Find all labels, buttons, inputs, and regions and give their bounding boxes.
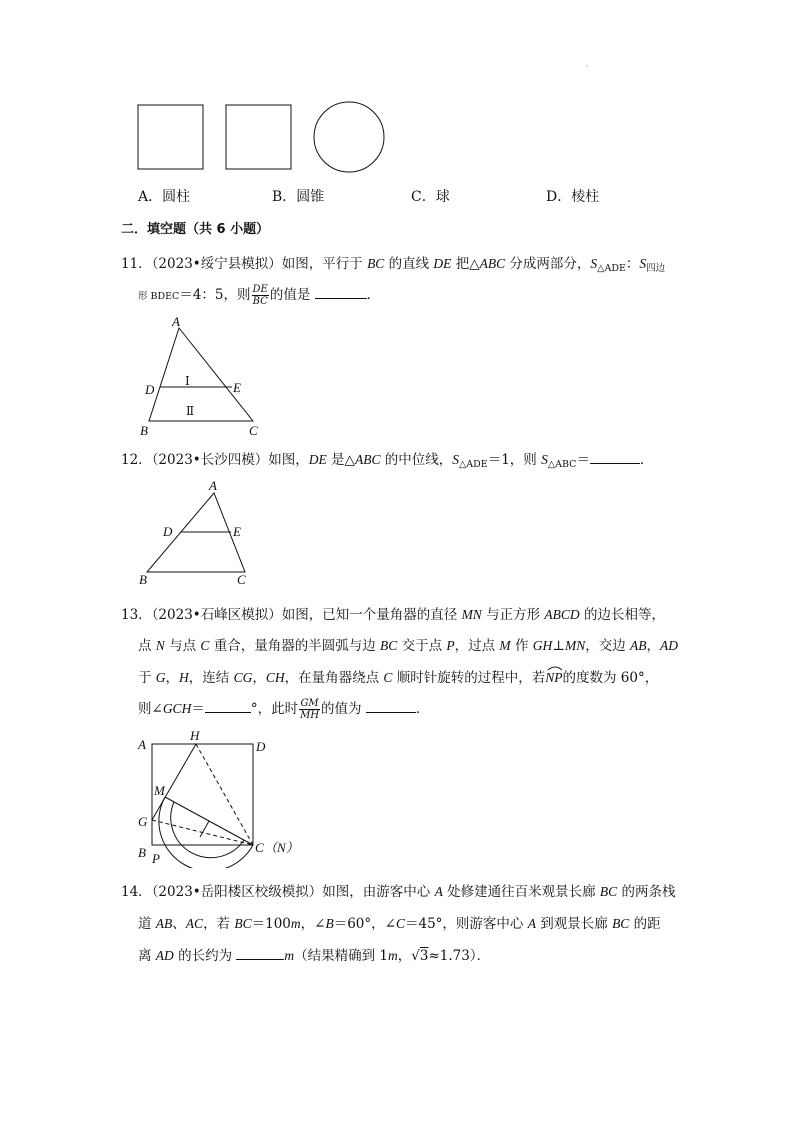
q13-text: 的度数为 60°， [562,670,659,686]
q13-label-n: （N） [264,840,299,855]
q14-number: 14． [121,884,152,900]
q14-text: ＝60°，∠ [333,916,396,932]
q11-text: 的直线 [384,256,434,272]
q11-subscript: 形 BDEC [138,291,180,302]
q14-var: m [290,916,301,931]
q12-number: 12． [121,452,152,468]
q14-text: 离 [138,948,156,964]
q13-var: N [155,638,165,653]
q14-text: ， [397,948,412,964]
q14-var: AD [155,948,174,963]
q12-text: ． [639,452,654,468]
q12-var: ABC [354,452,381,467]
q14-text: （结果精确到 1 [294,948,389,964]
q14-text: 道 [138,916,156,932]
q11-text: 分成两部分， [505,256,591,272]
q13-line-2 [138,634,678,654]
q13-source: （2023•石峰区模拟） [151,607,282,623]
q14-text: ，若 [203,916,235,932]
q13-text: 于 [138,670,156,686]
q14-text: 到观景长廊 [535,916,613,932]
q12-text: 的中位线， [380,452,453,468]
q14-text: 的两条栈 [617,884,676,900]
q14-var: BC [599,884,618,899]
q11-triangle-figure [136,314,276,440]
q14-text: ，∠ [300,916,326,932]
option-b: B．圆锥 [272,189,325,205]
q14-var: A [434,884,443,899]
q12-var: S [452,452,459,467]
q13-label-p: P [152,851,160,866]
q14-text: 如图，由游客中心 [322,884,435,900]
q11-line-1 [121,252,665,274]
q12-var: DE [308,452,327,467]
q13-text: ， [252,670,266,686]
q13-text: ， [646,638,661,654]
q12-text: ＝ [576,452,590,468]
q11-line-2 [138,283,380,307]
q13-ratio-blank[interactable] [366,701,416,713]
q11-text: 如图，平行于 [281,256,368,272]
q14-var: B [325,916,334,931]
q13-line-gh [152,744,196,820]
q11-var: S [590,256,598,271]
q12-label-d: D [163,524,173,539]
q11-label-b: B [140,423,148,438]
q13-protractor-figure [134,726,314,868]
q11-label-e: E [233,380,241,395]
q12-text: 是△ [326,452,355,468]
q13-var: BC [380,638,398,653]
q13-var: M [499,638,511,653]
q13-var: C [200,638,210,653]
q13-text: ＝ [191,701,205,717]
q11-var: S [639,256,647,271]
q13-var: AB [630,638,647,653]
q13-text: ， [165,670,180,686]
q13-var: CG [233,670,253,685]
q13-line-1 [121,603,665,623]
q12-line-1 [121,448,653,470]
q11-label-a: A [172,314,180,329]
q13-text: ． [415,701,430,717]
q13-angle-blank[interactable] [205,701,251,713]
q14-text: 的长约为 [173,948,237,964]
q11-fraction [252,284,269,307]
q13-var: AD [660,638,679,653]
q13-arc-np [545,670,562,685]
q10-shapes-figure [130,98,400,178]
q11-text: ＝4：5，则 [179,287,251,303]
q13-fraction [299,698,320,721]
q11-var: BC [367,256,385,271]
q14-line-1 [121,880,675,900]
q13-text: ，在量角器绕点 [284,670,384,686]
q11-frac-num: DE [252,284,268,295]
sqrt-icon: √ [411,948,420,964]
q13-label-g: G [138,814,148,829]
q13-protractor-inner [171,802,244,858]
q13-var: ABCD [544,607,580,622]
q13-label-a: A [138,737,146,752]
q12-label-e: E [233,524,241,539]
q13-var: MN [564,638,586,653]
q13-label-h: H [190,728,200,743]
q11-region-1: Ⅰ [185,374,190,388]
q13-var: H [179,670,189,685]
q13-var: CH [265,670,285,685]
q14-var: BC [234,916,252,931]
q12-label-c: C [237,572,246,587]
q13-text: 的边长相等， [579,607,665,623]
q13-var: MN [461,607,482,622]
option-a: A．圆柱 [138,189,191,205]
q13-number: 13． [121,607,152,623]
q14-text: ≈1.73）． [428,948,491,964]
q11-text: ： [625,256,640,272]
arc-mark-icon [547,665,563,671]
q11-answer-blank[interactable] [315,287,367,299]
q13-var: GCH [162,701,192,716]
q14-text: ＝45°，则游客中心 [404,916,528,932]
q14-var: AC [185,916,204,931]
q14-text: 、 [172,916,186,932]
q14-var: BC [612,916,630,931]
q14-text: 处修建通往百米观景长廊 [442,884,600,900]
q12-subscript: △ADE [459,459,488,470]
q14-var: m [388,948,398,963]
q13-label-m: M [154,783,165,798]
q13-protractor-tick [200,821,209,837]
q12-text: ＝1，则 [487,452,542,468]
q12-label-a: A [209,478,217,493]
q14-sqrt-value: 3 [419,948,429,964]
q12-label-b: B [139,572,147,587]
q12-source: （2023•长沙四模） [151,452,269,468]
q13-frac-num: GM [300,698,319,709]
q13-var: P [446,638,455,653]
q14-source: （2023•岳阳楼区校级模拟） [151,884,323,900]
q11-region-2: Ⅱ [186,404,195,418]
q12-triangle-figure [136,476,266,588]
q14-var: AB [155,916,173,931]
q11-number: 11． [121,256,152,272]
q14-line-3 [138,944,490,964]
q11-label-d: D [145,382,155,397]
q13-var: GH [532,638,553,653]
option-d: D．棱柱 [546,189,600,205]
q13-line-3 [138,666,658,686]
q14-text: 的距 [629,916,661,932]
q13-var: G [155,670,166,685]
q11-var: ABC [479,256,506,271]
q11-text: 把△ [451,256,480,272]
q14-var: C [395,916,405,931]
square-shape-1 [138,105,203,169]
q11-triangle [149,328,253,421]
q11-text: ． [366,287,381,303]
q11-var: DE [433,256,452,271]
q14-line-2 [138,912,661,932]
q12-answer-blank[interactable] [590,452,640,464]
q12-var: S [541,452,548,467]
square-shape-2 [226,105,291,169]
q13-label-b: B [138,845,146,860]
q12-subscript: △ABC [547,459,577,470]
q12-text: 如图， [268,452,309,468]
q13-frac-den: MH [300,710,320,721]
q13-text: 与正方形 [481,607,545,623]
circle-shape [314,102,384,172]
q13-text: 则∠ [138,701,163,717]
q13-label-c: C [255,840,264,855]
corner-mark: · [586,62,589,71]
q13-text: ，交边 [585,638,631,654]
q13-text: 点 [138,638,156,654]
q13-text: ，过点 [454,638,500,654]
q11-frac-den: BC [252,296,268,307]
q11-subscript: 四边 [646,263,666,274]
q13-text: ，连结 [188,670,234,686]
q13-text: 作 [510,638,533,654]
q11-text: 的值是 [269,287,315,303]
q13-text: °，此时 [250,701,299,717]
q13-text: 交于点 [397,638,447,654]
q13-var: C [383,670,393,685]
q13-arc-label: NP [545,670,563,685]
q14-answer-blank[interactable] [236,948,284,960]
q13-text: 如图，已知一个量角器的直径 [281,607,462,623]
option-c: C．球 [411,189,450,205]
q13-text: 顺时针旋转的过程中，若 [392,670,546,686]
q13-text: 与点 [164,638,201,654]
q13-line-4 [138,697,429,721]
q13-text: 重合，量角器的半圆弧与边 [209,638,381,654]
q13-label-d: D [256,739,266,754]
section-title: 二．填空题（共 6 小题） [121,222,270,237]
q14-var: A [527,916,536,931]
q14-text: ＝100 [251,916,291,932]
q14-var: m [284,948,295,963]
q11-label-c: C [249,423,258,438]
q11-subscript: △ADE [597,263,626,274]
q13-text: 的值为 [321,701,366,717]
q13-text: ⊥ [552,638,565,654]
q11-source: （2023•绥宁县模拟） [151,256,282,272]
